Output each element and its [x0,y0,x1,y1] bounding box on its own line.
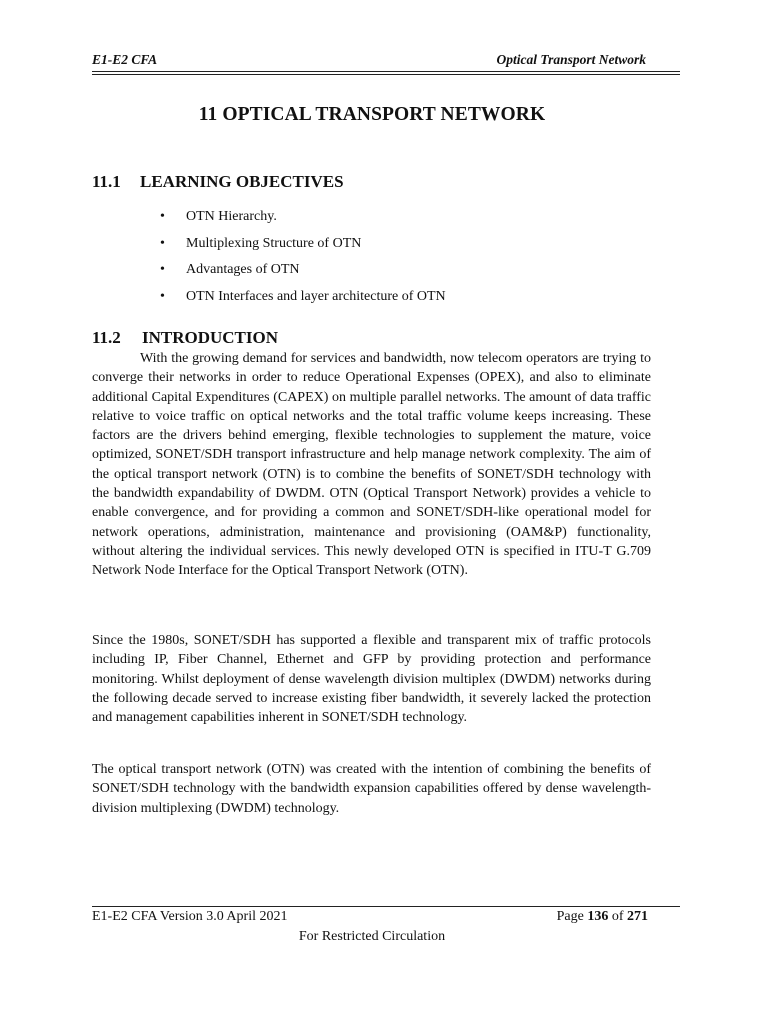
page-total: 271 [627,909,648,924]
section-title: LEARNING OBJECTIVES [140,172,344,191]
page-current: 136 [587,909,609,924]
objectives-list [160,208,446,314]
page-of-label: of [611,909,624,924]
list-item: • OTN Hierarchy. [160,208,446,235]
intro-paragraph-3: The optical transport network (OTN) was created with the intention of combining the benefits of SONET/SDH technology with the bandwidth expansion capabilities offered by dense wavelength-division multiplexing (DWDM) technology. [92,762,651,816]
section-heading-learning-objectives [92,172,344,192]
section-number: 11.1 [92,172,121,191]
intro-paragraph-2: Since the 1980s, SONET/SDH has supported a flexible and transparent mix of traffic protocols including IP, Fiber Channel, Ethernet and GFP by providing protection and performance monitoring. Whilst deployment of dense wavelength division multiplex (DWDM) networks during the following decade served to increase existing fiber bandwidth, it severely lacked the protection and management capabilities inherent in SONET/SDH technology. [92,633,651,726]
list-item: • Multiplexing Structure of OTN [160,235,446,262]
footer-rule [92,906,680,907]
section-number: 11.2 [92,328,121,347]
list-item: • Advantages of OTN [160,261,446,288]
section-heading-introduction [92,328,278,348]
footer-circulation: For Restricted Circulation [298,929,446,944]
intro-paragraph-1: With the growing demand for services and bandwidth, now telecom operators are trying to converge their networks in order to reduce Operational Expenses (OPEX), and also to eliminate additional Capital Expenditures (CAPEX) on multiple parallel networks. The amount of data traffic relative to voice traffic on optical networks and the total traffic volume keeps increasing. These factors are the drivers behind emerging, flexible technologies to supplement the mature, voice optimized, SONET/SDH transport infrastructure and help manage network complexity. The aim of the optical transport network (OTN) is to combine the benefits of SONET/SDH technology with the bandwidth expandability of DWDM. OTN (Optical Transport Network) provides a vehicle to enable convergence, and for providing a common and SONET/SDH-like operational model for network operations, administration, maintenance and provisioning (OAM&P) functionality, without altering the individual services. This newly developed OTN is specified in ITU-T G.709 Network Node Interface for the Optical Transport Network (OTN). [92,351,651,579]
page-label: Page [556,909,584,924]
section-title: INTRODUCTION [142,328,279,347]
header-rule-double [92,74,680,75]
footer-version: E1-E2 CFA Version 3.0 April 2021 [92,909,288,924]
header-right: Optical Transport Network [496,52,646,67]
header-rule [92,71,680,72]
chapter-title: 11 OPTICAL TRANSPORT NETWORK [198,104,546,125]
list-item: • OTN Interfaces and layer architecture of OTN [160,288,446,315]
header-left: E1-E2 CFA [92,52,158,67]
footer-page-number [557,909,648,925]
